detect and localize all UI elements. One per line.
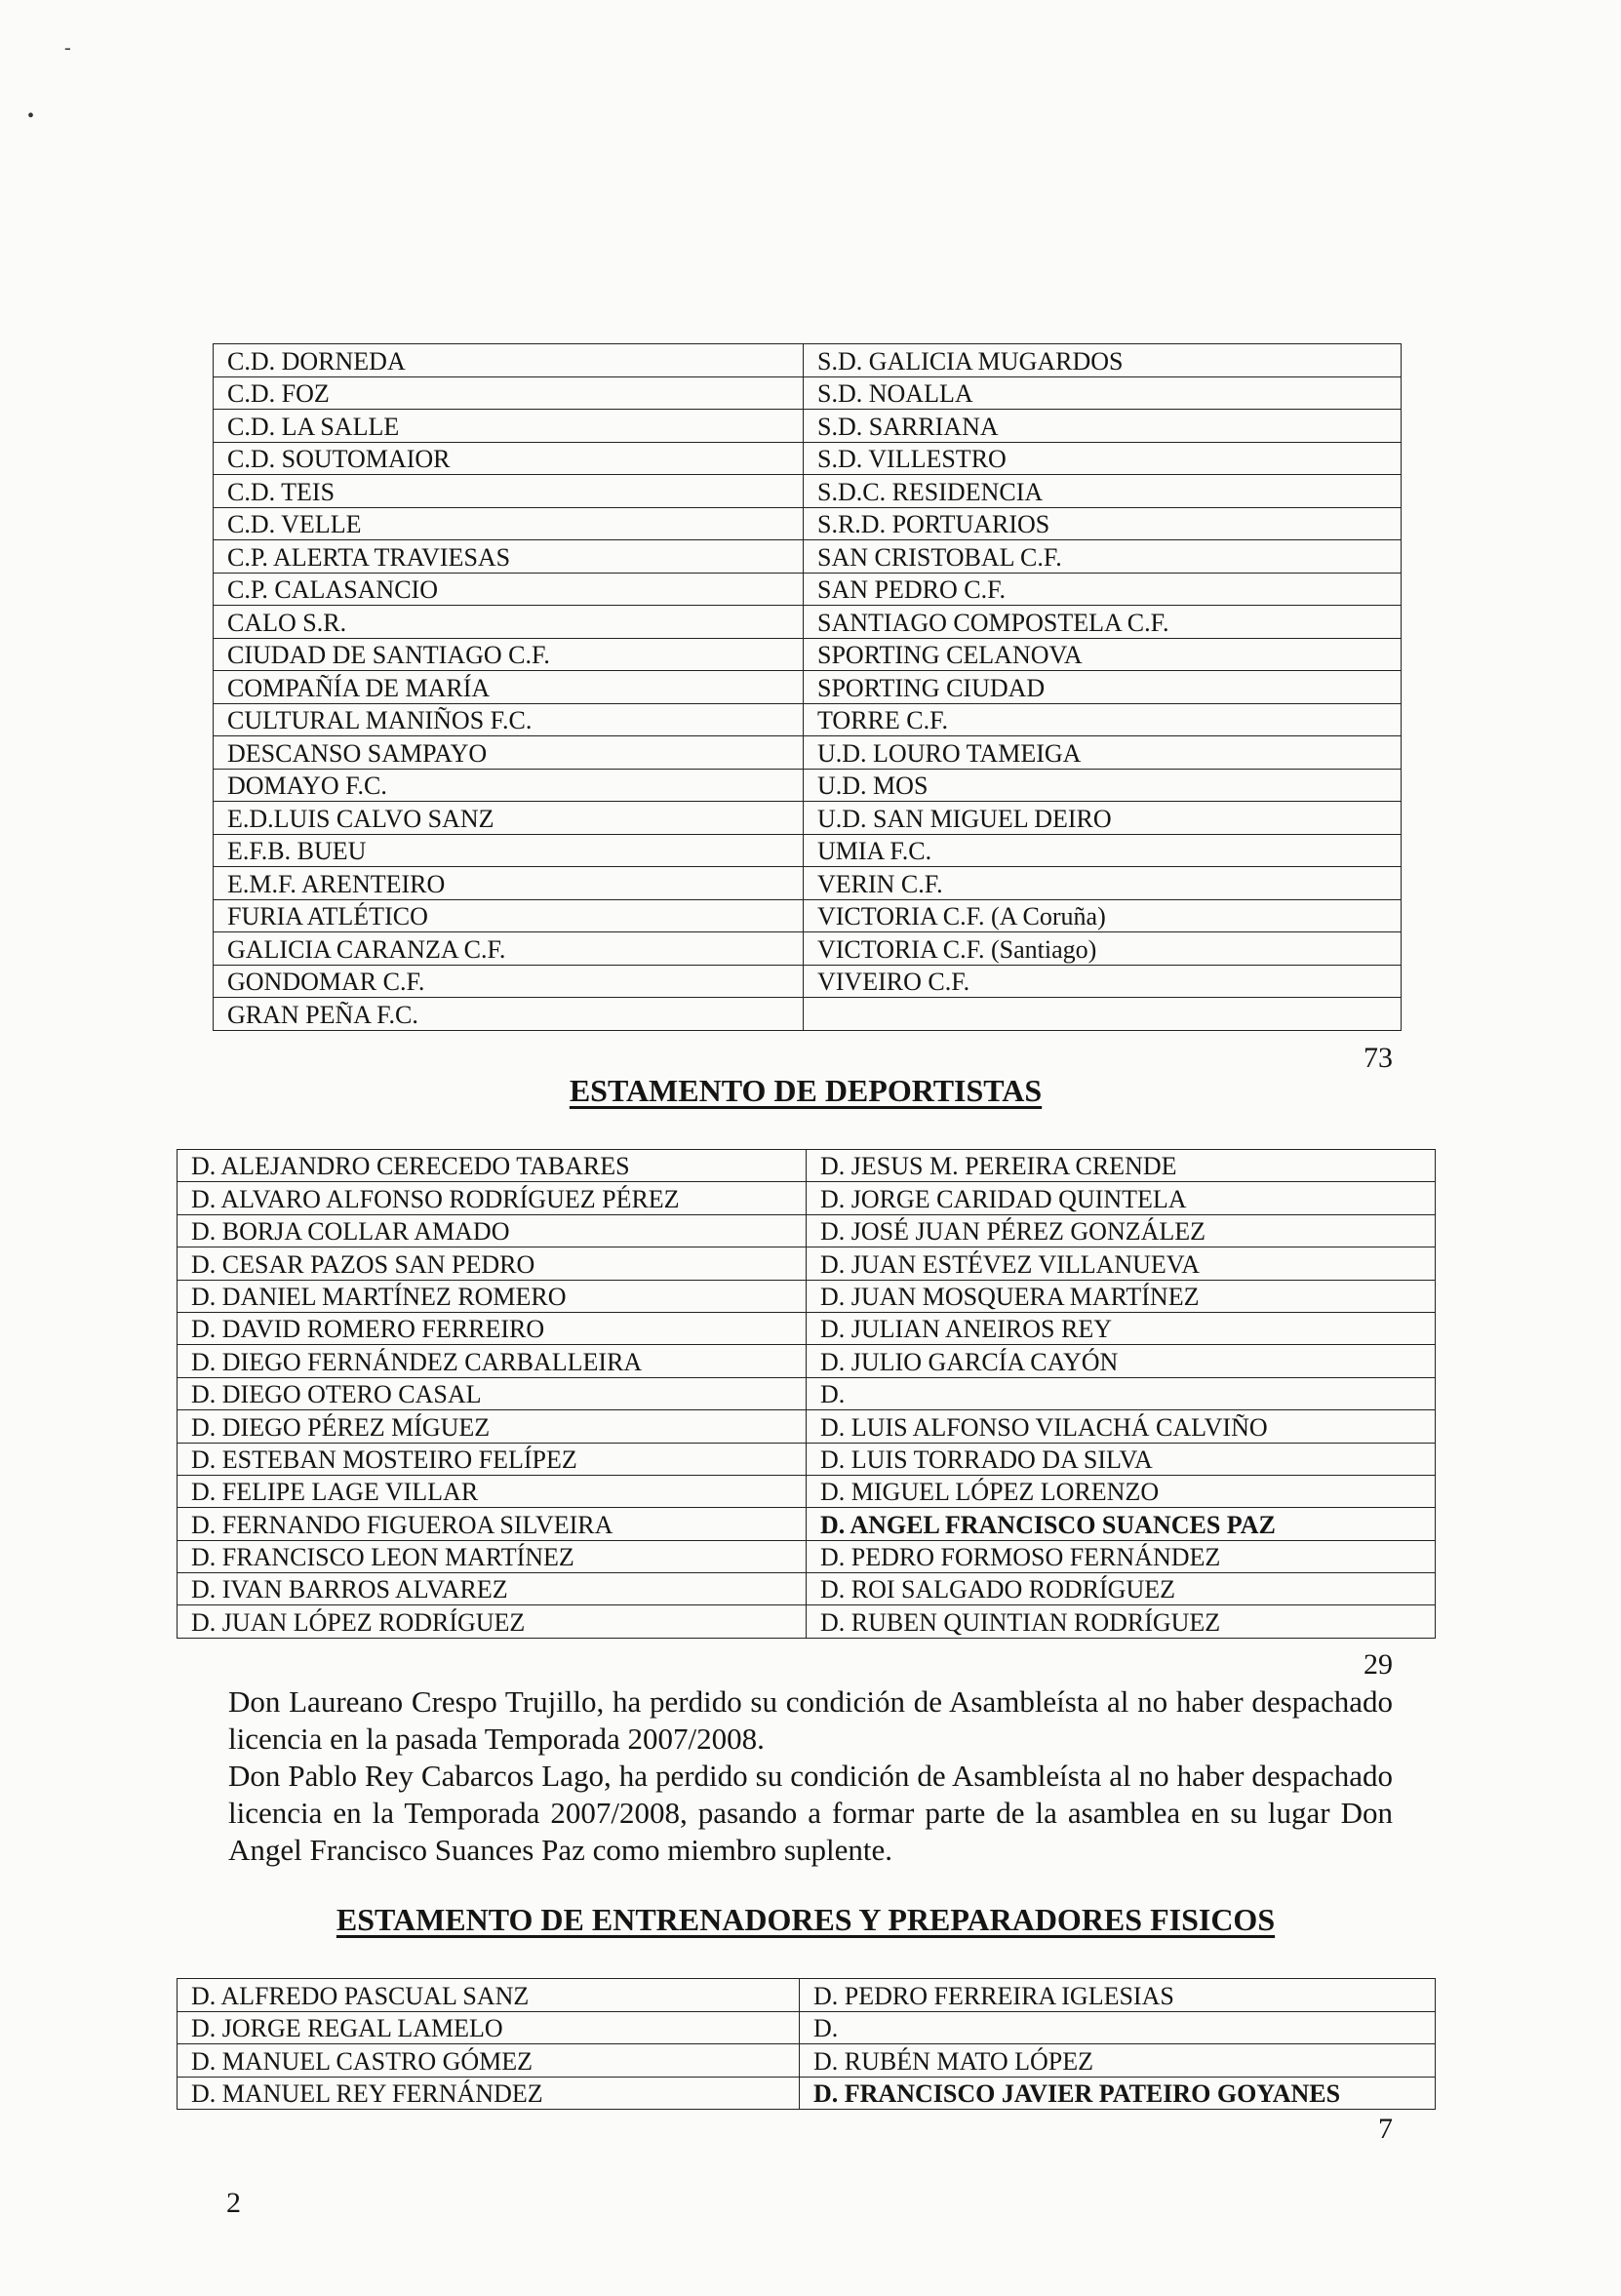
table-cell-right: SAN PEDRO C.F.: [804, 573, 1402, 606]
deportista-row: [178, 1377, 1436, 1409]
table-cell-left: D. DANIEL MARTÍNEZ ROMERO: [178, 1280, 807, 1312]
deportista-row: [178, 1410, 1436, 1443]
table-cell-left: D. CESAR PAZOS SAN PEDRO: [178, 1247, 807, 1280]
table-cell-right: D. ROI SALGADO RODRÍGUEZ: [807, 1573, 1436, 1605]
club-row: [214, 998, 1402, 1031]
table-cell-right: D.: [807, 1377, 1436, 1409]
table-cell-left: D. ESTEBAN MOSTEIRO FELÍPEZ: [178, 1443, 807, 1475]
table-cell-right: VICTORIA C.F. (Santiago): [804, 932, 1402, 966]
club-row: [214, 834, 1402, 867]
table-cell-right: D. JUAN MOSQUERA MARTÍNEZ: [807, 1280, 1436, 1312]
table-cell-left: D. BORJA COLLAR AMADO: [178, 1214, 807, 1247]
deportistas-heading: ESTAMENTO DE DEPORTISTAS: [569, 1073, 1043, 1108]
table-cell-left: C.P. CALASANCIO: [214, 573, 804, 606]
table-cell-right: S.D. SARRIANA: [804, 410, 1402, 443]
table-cell-left: D. ALEJANDRO CERECEDO TABARES: [178, 1150, 807, 1182]
table-cell-right: D. JULIAN ANEIROS REY: [807, 1312, 1436, 1344]
table-cell-left: C.D. FOZ: [214, 376, 804, 410]
club-row: [214, 965, 1402, 998]
table-cell-right: D. ANGEL FRANCISCO SUANCES PAZ: [807, 1508, 1436, 1540]
table-cell-left: CALO S.R.: [214, 606, 804, 639]
table-cell-right: D. RUBEN QUINTIAN RODRÍGUEZ: [807, 1605, 1436, 1638]
table-cell-left: D. FRANCISCO LEON MARTÍNEZ: [178, 1540, 807, 1572]
table-cell-right: D. JESUS M. PEREIRA CRENDE: [807, 1150, 1436, 1182]
club-row: [214, 410, 1402, 443]
club-row: [214, 507, 1402, 540]
table-cell-left: D. ALFREDO PASCUAL SANZ: [178, 1979, 800, 2012]
table-cell-right: D. FRANCISCO JAVIER PATEIRO GOYANES: [800, 2077, 1436, 2110]
table-cell-left: D. DIEGO PÉREZ MÍGUEZ: [178, 1410, 807, 1443]
entrenadores-count: 7: [1378, 2113, 1393, 2145]
table-cell-left: D. MANUEL REY FERNÁNDEZ: [178, 2077, 800, 2110]
table-cell-left: CULTURAL MANIÑOS F.C.: [214, 703, 804, 736]
table-cell-left: GONDOMAR C.F.: [214, 965, 804, 998]
table-cell-left: C.D. DORNEDA: [214, 344, 804, 377]
club-row: [214, 606, 1402, 639]
table-cell-left: D. FERNANDO FIGUEROA SILVEIRA: [178, 1508, 807, 1540]
deportista-row: [178, 1312, 1436, 1344]
clubs-table: [213, 343, 1402, 1031]
club-row: [214, 736, 1402, 770]
table-cell-right: SANTIAGO COMPOSTELA C.F.: [804, 606, 1402, 639]
table-cell-right: D.: [800, 2011, 1436, 2044]
entrenador-row: [178, 2011, 1436, 2044]
table-cell-right: SPORTING CELANOVA: [804, 638, 1402, 671]
deportista-row: [178, 1605, 1436, 1638]
entrenadores-table: [177, 1978, 1436, 2110]
table-cell-right: S.R.D. PORTUARIOS: [804, 507, 1402, 540]
table-cell-right: [804, 998, 1402, 1031]
table-cell-left: D. ALVARO ALFONSO RODRÍGUEZ PÉREZ: [178, 1182, 807, 1214]
deportista-row: [178, 1345, 1436, 1377]
deportista-row: [178, 1573, 1436, 1605]
paragraph-text: Don Laureano Crespo Trujillo, ha perdido su condición de Asambleísta al no haber despachado licencia en la pasada Temporada 2007/2008.: [228, 1684, 1393, 1756]
club-row: [214, 867, 1402, 900]
scan-mark: -: [64, 37, 71, 59]
club-row: [214, 540, 1402, 574]
club-row: [214, 802, 1402, 835]
table-cell-right: S.D. NOALLA: [804, 376, 1402, 410]
table-cell-right: UMIA F.C.: [804, 834, 1402, 867]
table-cell-left: E.M.F. ARENTEIRO: [214, 867, 804, 900]
table-cell-left: FURIA ATLÉTICO: [214, 899, 804, 932]
deportista-row: [178, 1150, 1436, 1182]
table-cell-right: TORRE C.F.: [804, 703, 1402, 736]
table-cell-right: D. RUBÉN MATO LÓPEZ: [800, 2044, 1436, 2078]
entrenador-row: [178, 1979, 1436, 2012]
table-cell-right: U.D. SAN MIGUEL DEIRO: [804, 802, 1402, 835]
table-cell-left: C.P. ALERTA TRAVIESAS: [214, 540, 804, 574]
table-cell-left: D. FELIPE LAGE VILLAR: [178, 1475, 807, 1507]
club-row: [214, 442, 1402, 475]
table-cell-right: VERIN C.F.: [804, 867, 1402, 900]
table-cell-left: C.D. LA SALLE: [214, 410, 804, 443]
club-row: [214, 475, 1402, 508]
table-cell-left: C.D. VELLE: [214, 507, 804, 540]
table-cell-right: VIVEIRO C.F.: [804, 965, 1402, 998]
table-cell-left: COMPAÑÍA DE MARÍA: [214, 671, 804, 704]
club-row: [214, 573, 1402, 606]
table-cell-left: GRAN PEÑA F.C.: [214, 998, 804, 1031]
table-cell-left: D. DAVID ROMERO FERREIRO: [178, 1312, 807, 1344]
entrenadores-heading: ESTAMENTO DE ENTRENADORES Y PREPARADORES FISICOS: [336, 1902, 1276, 1937]
club-row: [214, 638, 1402, 671]
scan-mark: •: [27, 105, 35, 127]
table-cell-right: S.D. GALICIA MUGARDOS: [804, 344, 1402, 377]
page-number: 2: [226, 2187, 241, 2219]
table-cell-left: E.D.LUIS CALVO SANZ: [214, 802, 804, 835]
entrenador-row: [178, 2044, 1436, 2078]
paragraph-pablo: [228, 1758, 1393, 1869]
table-cell-left: D. DIEGO FERNÁNDEZ CARBALLEIRA: [178, 1345, 807, 1377]
club-row: [214, 671, 1402, 704]
deportistas-count: 29: [1364, 1648, 1393, 1681]
table-cell-left: CIUDAD DE SANTIAGO C.F.: [214, 638, 804, 671]
table-cell-right: S.D.C. RESIDENCIA: [804, 475, 1402, 508]
table-cell-right: D. PEDRO FORMOSO FERNÁNDEZ: [807, 1540, 1436, 1572]
deportista-row: [178, 1508, 1436, 1540]
deportista-row: [178, 1475, 1436, 1507]
paragraph-text: Don Pablo Rey Cabarcos Lago, ha perdido su condición de Asambleísta al no haber despachado licencia en la Temporada 2007/2008, pasando a formar parte de la asamblea en su lugar Don Angel Francisco Suances Paz como miembro suplente.: [228, 1759, 1393, 1867]
deportista-row: [178, 1280, 1436, 1312]
table-cell-right: SPORTING CIUDAD: [804, 671, 1402, 704]
table-cell-right: D. JUAN ESTÉVEZ VILLANUEVA: [807, 1247, 1436, 1280]
deportistas-table: [177, 1149, 1436, 1639]
table-cell-right: D. MIGUEL LÓPEZ LORENZO: [807, 1475, 1436, 1507]
club-row: [214, 703, 1402, 736]
clubs-count: 73: [1364, 1042, 1393, 1074]
deportista-row: [178, 1214, 1436, 1247]
table-cell-left: D. JUAN LÓPEZ RODRÍGUEZ: [178, 1605, 807, 1638]
table-cell-right: D. JOSÉ JUAN PÉREZ GONZÁLEZ: [807, 1214, 1436, 1247]
table-cell-right: D. JORGE CARIDAD QUINTELA: [807, 1182, 1436, 1214]
table-cell-left: C.D. SOUTOMAIOR: [214, 442, 804, 475]
table-cell-right: D. LUIS TORRADO DA SILVA: [807, 1443, 1436, 1475]
table-cell-right: S.D. VILLESTRO: [804, 442, 1402, 475]
club-row: [214, 899, 1402, 932]
table-cell-left: GALICIA CARANZA C.F.: [214, 932, 804, 966]
table-cell-right: SAN CRISTOBAL C.F.: [804, 540, 1402, 574]
entrenador-row: [178, 2077, 1436, 2110]
club-row: [214, 344, 1402, 377]
table-cell-right: D. JULIO GARCÍA CAYÓN: [807, 1345, 1436, 1377]
deportista-row: [178, 1443, 1436, 1475]
table-cell-right: U.D. MOS: [804, 769, 1402, 802]
table-cell-left: D. IVAN BARROS ALVAREZ: [178, 1573, 807, 1605]
club-row: [214, 932, 1402, 966]
club-row: [214, 769, 1402, 802]
table-cell-left: D. MANUEL CASTRO GÓMEZ: [178, 2044, 800, 2078]
deportista-row: [178, 1540, 1436, 1572]
table-cell-left: DESCANSO SAMPAYO: [214, 736, 804, 770]
deportista-row: [178, 1182, 1436, 1214]
table-cell-right: D. PEDRO FERREIRA IGLESIAS: [800, 1979, 1436, 2012]
club-row: [214, 376, 1402, 410]
table-cell-right: D. LUIS ALFONSO VILACHÁ CALVIÑO: [807, 1410, 1436, 1443]
table-cell-left: D. JORGE REGAL LAMELO: [178, 2011, 800, 2044]
table-cell-right: U.D. LOURO TAMEIGA: [804, 736, 1402, 770]
table-cell-left: E.F.B. BUEU: [214, 834, 804, 867]
table-cell-left: DOMAYO F.C.: [214, 769, 804, 802]
deportista-row: [178, 1247, 1436, 1280]
table-cell-left: D. DIEGO OTERO CASAL: [178, 1377, 807, 1409]
table-cell-left: C.D. TEIS: [214, 475, 804, 508]
paragraph-laureano: [228, 1683, 1393, 1758]
table-cell-right: VICTORIA C.F. (A Coruña): [804, 899, 1402, 932]
